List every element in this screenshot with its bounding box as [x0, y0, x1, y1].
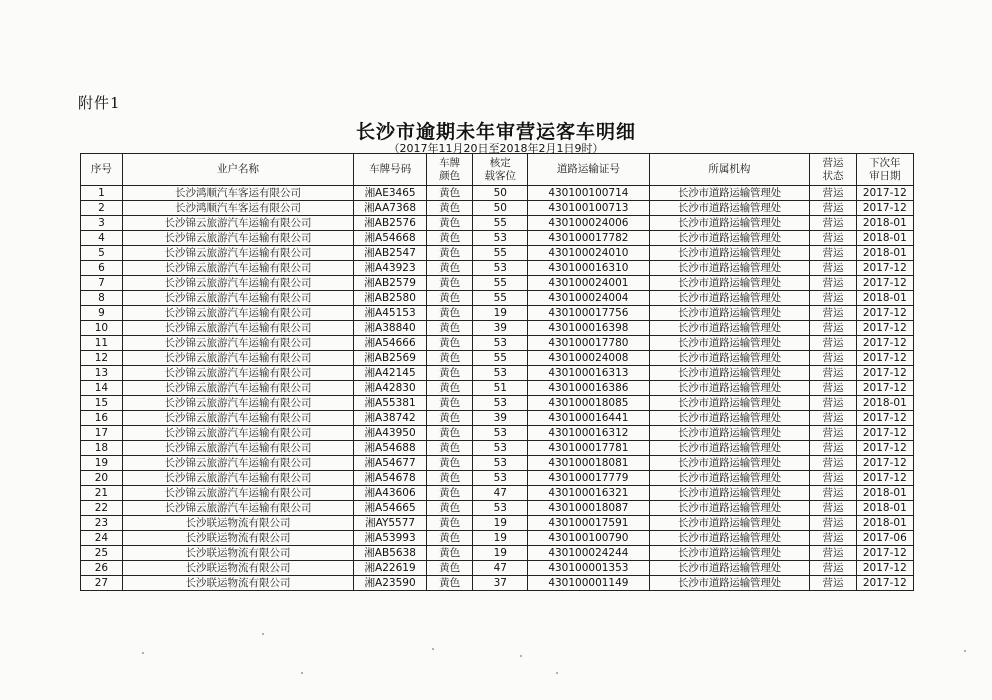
cell-plate-color: 黄色 — [426, 246, 472, 261]
cell-plate-color: 黄色 — [426, 231, 472, 246]
cell-org: 长沙市道路运输管理处 — [649, 501, 810, 516]
table-row — [81, 531, 914, 546]
cell-plate: 湘AB2580 — [354, 291, 427, 306]
cell-license: 430100016386 — [528, 381, 649, 396]
cell-seq: 11 — [81, 336, 123, 351]
cell-org: 长沙市道路运输管理处 — [649, 306, 810, 321]
cell-seq: 5 — [81, 246, 123, 261]
cell-plate-color: 黄色 — [426, 291, 472, 306]
cell-org: 长沙市道路运输管理处 — [649, 186, 810, 201]
cell-plate-color: 黄色 — [426, 336, 472, 351]
table-row — [81, 501, 914, 516]
cell-owner: 长沙锦云旅游汽车运输有限公司 — [122, 276, 353, 291]
cell-owner: 长沙鸿顺汽车客运有限公司 — [122, 201, 353, 216]
cell-plate: 湘A54678 — [354, 471, 427, 486]
cell-plate-color: 黄色 — [426, 261, 472, 276]
cell-plate-color: 黄色 — [426, 426, 472, 441]
col-header-org: 所属机构 — [649, 154, 810, 186]
cell-plate-color: 黄色 — [426, 561, 472, 576]
cell-plate: 湘AE3465 — [354, 186, 427, 201]
cell-owner: 长沙联运物流有限公司 — [122, 531, 353, 546]
cell-seq: 26 — [81, 561, 123, 576]
scan-speck — [432, 648, 434, 650]
cell-plate: 湘A38742 — [354, 411, 427, 426]
table-row — [81, 381, 914, 396]
cell-org: 长沙市道路运输管理处 — [649, 486, 810, 501]
date-range-subtitle: （2017年11月20日至2018年2月1日9时） — [388, 142, 604, 155]
cell-plate: 湘A55381 — [354, 396, 427, 411]
cell-org: 长沙市道路运输管理处 — [649, 336, 810, 351]
cell-status: 营运 — [810, 276, 856, 291]
table-row — [81, 261, 914, 276]
cell-seats: 37 — [473, 576, 528, 591]
cell-next-review: 2017-12 — [856, 186, 913, 201]
cell-seq: 13 — [81, 366, 123, 381]
cell-seq: 3 — [81, 216, 123, 231]
cell-next-review: 2017-12 — [856, 561, 913, 576]
cell-license: 430100016312 — [528, 426, 649, 441]
cell-seats: 53 — [473, 456, 528, 471]
cell-seats: 53 — [473, 441, 528, 456]
cell-status: 营运 — [810, 471, 856, 486]
cell-license: 430100017780 — [528, 336, 649, 351]
cell-plate: 湘AB2579 — [354, 276, 427, 291]
table-row — [81, 411, 914, 426]
cell-plate: 湘AB2569 — [354, 351, 427, 366]
cell-next-review: 2017-12 — [856, 351, 913, 366]
cell-org: 长沙市道路运输管理处 — [649, 246, 810, 261]
cell-license: 430100024008 — [528, 351, 649, 366]
cell-license: 430100018087 — [528, 501, 649, 516]
cell-plate: 湘AB2576 — [354, 216, 427, 231]
cell-next-review: 2017-12 — [856, 381, 913, 396]
cell-org: 长沙市道路运输管理处 — [649, 456, 810, 471]
cell-seq: 19 — [81, 456, 123, 471]
cell-plate: 湘A22619 — [354, 561, 427, 576]
cell-owner: 长沙锦云旅游汽车运输有限公司 — [122, 231, 353, 246]
cell-status: 营运 — [810, 501, 856, 516]
cell-seats: 53 — [473, 501, 528, 516]
col-header-seats: 核定 载客位 — [473, 154, 528, 186]
cell-next-review: 2018-01 — [856, 216, 913, 231]
cell-plate: 湘A45153 — [354, 306, 427, 321]
cell-status: 营运 — [810, 426, 856, 441]
cell-org: 长沙市道路运输管理处 — [649, 426, 810, 441]
table-row — [81, 291, 914, 306]
cell-seq: 8 — [81, 291, 123, 306]
cell-org: 长沙市道路运输管理处 — [649, 441, 810, 456]
table-row — [81, 456, 914, 471]
cell-status: 营运 — [810, 396, 856, 411]
cell-next-review: 2017-12 — [856, 456, 913, 471]
cell-license: 430100016313 — [528, 366, 649, 381]
cell-license: 430100018081 — [528, 456, 649, 471]
table-row — [81, 186, 914, 201]
cell-owner: 长沙锦云旅游汽车运输有限公司 — [122, 216, 353, 231]
cell-plate: 湘A43950 — [354, 426, 427, 441]
cell-status: 营运 — [810, 261, 856, 276]
cell-next-review: 2017-12 — [856, 321, 913, 336]
scan-speck — [142, 652, 144, 654]
col-header-status: 营运 状态 — [810, 154, 856, 186]
cell-org: 长沙市道路运输管理处 — [649, 546, 810, 561]
table-row — [81, 231, 914, 246]
cell-seq: 6 — [81, 261, 123, 276]
cell-seq: 9 — [81, 306, 123, 321]
cell-seq: 22 — [81, 501, 123, 516]
cell-org: 长沙市道路运输管理处 — [649, 201, 810, 216]
cell-license: 430100016321 — [528, 486, 649, 501]
col-header-seq: 序号 — [81, 154, 123, 186]
cell-seats: 53 — [473, 426, 528, 441]
cell-owner: 长沙鸿顺汽车客运有限公司 — [122, 186, 353, 201]
cell-org: 长沙市道路运输管理处 — [649, 366, 810, 381]
cell-status: 营运 — [810, 576, 856, 591]
cell-seats: 55 — [473, 216, 528, 231]
cell-seats: 53 — [473, 231, 528, 246]
cell-seq: 4 — [81, 231, 123, 246]
cell-status: 营运 — [810, 291, 856, 306]
table-row — [81, 441, 914, 456]
cell-plate-color: 黄色 — [426, 501, 472, 516]
cell-seats: 39 — [473, 321, 528, 336]
cell-plate: 湘A42830 — [354, 381, 427, 396]
col-header-owner: 业户名称 — [122, 154, 353, 186]
cell-seats: 19 — [473, 306, 528, 321]
cell-license: 430100017781 — [528, 441, 649, 456]
cell-org: 长沙市道路运输管理处 — [649, 471, 810, 486]
cell-org: 长沙市道路运输管理处 — [649, 411, 810, 426]
cell-seats: 55 — [473, 276, 528, 291]
cell-plate: 湘A43923 — [354, 261, 427, 276]
cell-owner: 长沙锦云旅游汽车运输有限公司 — [122, 441, 353, 456]
table-row — [81, 276, 914, 291]
cell-plate: 湘A54688 — [354, 441, 427, 456]
cell-license: 430100016310 — [528, 261, 649, 276]
cell-plate: 湘AY5577 — [354, 516, 427, 531]
cell-org: 长沙市道路运输管理处 — [649, 291, 810, 306]
cell-license: 430100100714 — [528, 186, 649, 201]
cell-status: 营运 — [810, 246, 856, 261]
cell-owner: 长沙联运物流有限公司 — [122, 546, 353, 561]
cell-plate-color: 黄色 — [426, 381, 472, 396]
cell-status: 营运 — [810, 486, 856, 501]
cell-next-review: 2018-01 — [856, 396, 913, 411]
cell-status: 营运 — [810, 186, 856, 201]
cell-owner: 长沙锦云旅游汽车运输有限公司 — [122, 396, 353, 411]
cell-plate-color: 黄色 — [426, 411, 472, 426]
cell-status: 营运 — [810, 201, 856, 216]
cell-seq: 7 — [81, 276, 123, 291]
cell-plate-color: 黄色 — [426, 216, 472, 231]
cell-license: 430100024010 — [528, 246, 649, 261]
table-row — [81, 336, 914, 351]
cell-owner: 长沙锦云旅游汽车运输有限公司 — [122, 501, 353, 516]
cell-status: 营运 — [810, 366, 856, 381]
cell-org: 长沙市道路运输管理处 — [649, 561, 810, 576]
col-header-plate: 车牌号码 — [354, 154, 427, 186]
cell-status: 营运 — [810, 411, 856, 426]
cell-next-review: 2017-12 — [856, 306, 913, 321]
cell-status: 营运 — [810, 321, 856, 336]
cell-plate: 湘A54677 — [354, 456, 427, 471]
table-row — [81, 306, 914, 321]
cell-next-review: 2018-01 — [856, 516, 913, 531]
table-row — [81, 216, 914, 231]
cell-plate-color: 黄色 — [426, 306, 472, 321]
cell-seats: 55 — [473, 351, 528, 366]
cell-owner: 长沙锦云旅游汽车运输有限公司 — [122, 261, 353, 276]
cell-seq: 15 — [81, 396, 123, 411]
cell-plate-color: 黄色 — [426, 396, 472, 411]
cell-next-review: 2017-12 — [856, 576, 913, 591]
cell-status: 营运 — [810, 456, 856, 471]
cell-plate-color: 黄色 — [426, 516, 472, 531]
cell-plate: 湘A23590 — [354, 576, 427, 591]
cell-org: 长沙市道路运输管理处 — [649, 381, 810, 396]
cell-org: 长沙市道路运输管理处 — [649, 531, 810, 546]
cell-plate-color: 黄色 — [426, 471, 472, 486]
cell-owner: 长沙锦云旅游汽车运输有限公司 — [122, 486, 353, 501]
cell-seq: 1 — [81, 186, 123, 201]
cell-plate-color: 黄色 — [426, 486, 472, 501]
cell-plate-color: 黄色 — [426, 201, 472, 216]
cell-seq: 18 — [81, 441, 123, 456]
cell-next-review: 2018-01 — [856, 231, 913, 246]
table-row — [81, 321, 914, 336]
cell-owner: 长沙联运物流有限公司 — [122, 516, 353, 531]
cell-next-review: 2017-12 — [856, 366, 913, 381]
cell-license: 430100016441 — [528, 411, 649, 426]
cell-next-review: 2018-01 — [856, 246, 913, 261]
col-header-next-review: 下次年 审日期 — [856, 154, 913, 186]
cell-seq: 20 — [81, 471, 123, 486]
cell-status: 营运 — [810, 306, 856, 321]
cell-license: 430100017756 — [528, 306, 649, 321]
cell-seq: 2 — [81, 201, 123, 216]
cell-seq: 17 — [81, 426, 123, 441]
cell-license: 430100017782 — [528, 231, 649, 246]
cell-next-review: 2017-12 — [856, 336, 913, 351]
cell-plate-color: 黄色 — [426, 321, 472, 336]
cell-seats: 53 — [473, 261, 528, 276]
cell-seats: 55 — [473, 291, 528, 306]
cell-license: 430100017779 — [528, 471, 649, 486]
cell-owner: 长沙锦云旅游汽车运输有限公司 — [122, 351, 353, 366]
cell-plate-color: 黄色 — [426, 351, 472, 366]
cell-seats: 53 — [473, 336, 528, 351]
cell-org: 长沙市道路运输管理处 — [649, 516, 810, 531]
scan-speck — [262, 633, 264, 635]
cell-plate: 湘A43606 — [354, 486, 427, 501]
cell-seats: 51 — [473, 381, 528, 396]
scan-speck — [556, 672, 558, 674]
cell-plate: 湘A54668 — [354, 231, 427, 246]
col-header-color: 车牌 颜色 — [426, 154, 472, 186]
cell-plate: 湘AB5638 — [354, 546, 427, 561]
cell-plate: 湘A42145 — [354, 366, 427, 381]
cell-seq: 10 — [81, 321, 123, 336]
cell-org: 长沙市道路运输管理处 — [649, 261, 810, 276]
cell-seats: 19 — [473, 516, 528, 531]
cell-next-review: 2017-12 — [856, 261, 913, 276]
cell-seats: 53 — [473, 471, 528, 486]
cell-owner: 长沙锦云旅游汽车运输有限公司 — [122, 381, 353, 396]
cell-org: 长沙市道路运输管理处 — [649, 321, 810, 336]
cell-next-review: 2017-12 — [856, 426, 913, 441]
page-title: 长沙市逾期未年审营运客车明细 — [355, 121, 636, 143]
cell-plate: 湘A53993 — [354, 531, 427, 546]
cell-license: 430100024004 — [528, 291, 649, 306]
cell-license: 430100016398 — [528, 321, 649, 336]
cell-next-review: 2017-12 — [856, 471, 913, 486]
table-row — [81, 246, 914, 261]
cell-owner: 长沙锦云旅游汽车运输有限公司 — [122, 306, 353, 321]
cell-seq: 23 — [81, 516, 123, 531]
cell-plate-color: 黄色 — [426, 531, 472, 546]
cell-next-review: 2018-01 — [856, 501, 913, 516]
cell-status: 营运 — [810, 381, 856, 396]
cell-org: 长沙市道路运输管理处 — [649, 216, 810, 231]
cell-seats: 50 — [473, 201, 528, 216]
cell-status: 营运 — [810, 546, 856, 561]
cell-license: 430100024244 — [528, 546, 649, 561]
cell-status: 营运 — [810, 441, 856, 456]
table-row — [81, 201, 914, 216]
cell-license: 430100100790 — [528, 531, 649, 546]
cell-seats: 39 — [473, 411, 528, 426]
cell-seats: 53 — [473, 396, 528, 411]
cell-org: 长沙市道路运输管理处 — [649, 351, 810, 366]
cell-owner: 长沙锦云旅游汽车运输有限公司 — [122, 336, 353, 351]
cell-plate: 湘AB2547 — [354, 246, 427, 261]
table-row — [81, 366, 914, 381]
col-header-license: 道路运输证号 — [528, 154, 649, 186]
cell-license: 430100018085 — [528, 396, 649, 411]
cell-status: 营运 — [810, 351, 856, 366]
table-row — [81, 576, 914, 591]
cell-plate-color: 黄色 — [426, 186, 472, 201]
cell-plate: 湘A54666 — [354, 336, 427, 351]
cell-license: 430100100713 — [528, 201, 649, 216]
attachment-label: 附件1 — [78, 94, 121, 112]
cell-org: 长沙市道路运输管理处 — [649, 396, 810, 411]
cell-status: 营运 — [810, 231, 856, 246]
cell-seq: 27 — [81, 576, 123, 591]
cell-plate-color: 黄色 — [426, 366, 472, 381]
table-row — [81, 486, 914, 501]
cell-owner: 长沙联运物流有限公司 — [122, 561, 353, 576]
table-row — [81, 351, 914, 366]
cell-next-review: 2017-12 — [856, 411, 913, 426]
cell-seq: 25 — [81, 546, 123, 561]
cell-seats: 47 — [473, 486, 528, 501]
scan-speck — [964, 650, 966, 652]
table-row — [81, 426, 914, 441]
cell-plate: 湘A38840 — [354, 321, 427, 336]
vehicle-detail-table — [80, 153, 914, 591]
cell-plate-color: 黄色 — [426, 546, 472, 561]
cell-owner: 长沙锦云旅游汽车运输有限公司 — [122, 471, 353, 486]
cell-seats: 19 — [473, 546, 528, 561]
cell-next-review: 2018-01 — [856, 486, 913, 501]
cell-seats: 47 — [473, 561, 528, 576]
table-row — [81, 471, 914, 486]
cell-next-review: 2017-06 — [856, 531, 913, 546]
table-row — [81, 516, 914, 531]
cell-owner: 长沙锦云旅游汽车运输有限公司 — [122, 426, 353, 441]
cell-owner: 长沙锦云旅游汽车运输有限公司 — [122, 456, 353, 471]
cell-owner: 长沙锦云旅游汽车运输有限公司 — [122, 291, 353, 306]
table-row — [81, 546, 914, 561]
cell-next-review: 2017-12 — [856, 546, 913, 561]
scan-speck — [520, 655, 522, 657]
cell-owner: 长沙锦云旅游汽车运输有限公司 — [122, 246, 353, 261]
cell-status: 营运 — [810, 216, 856, 231]
cell-plate-color: 黄色 — [426, 456, 472, 471]
cell-seats: 53 — [473, 366, 528, 381]
cell-plate: 湘A54665 — [354, 501, 427, 516]
cell-owner: 长沙锦云旅游汽车运输有限公司 — [122, 411, 353, 426]
cell-license: 430100001149 — [528, 576, 649, 591]
cell-license: 430100024001 — [528, 276, 649, 291]
cell-status: 营运 — [810, 531, 856, 546]
cell-next-review: 2018-01 — [856, 291, 913, 306]
cell-seats: 55 — [473, 246, 528, 261]
cell-org: 长沙市道路运输管理处 — [649, 231, 810, 246]
cell-next-review: 2017-12 — [856, 441, 913, 456]
cell-seats: 19 — [473, 531, 528, 546]
cell-seats: 50 — [473, 186, 528, 201]
cell-org: 长沙市道路运输管理处 — [649, 576, 810, 591]
cell-status: 营运 — [810, 561, 856, 576]
cell-next-review: 2017-12 — [856, 201, 913, 216]
cell-plate-color: 黄色 — [426, 576, 472, 591]
cell-seq: 12 — [81, 351, 123, 366]
cell-owner: 长沙锦云旅游汽车运输有限公司 — [122, 321, 353, 336]
cell-seq: 16 — [81, 411, 123, 426]
scan-speck — [301, 672, 303, 674]
cell-plate-color: 黄色 — [426, 441, 472, 456]
cell-status: 营运 — [810, 516, 856, 531]
table-row — [81, 396, 914, 411]
cell-owner: 长沙锦云旅游汽车运输有限公司 — [122, 366, 353, 381]
cell-license: 430100024006 — [528, 216, 649, 231]
cell-org: 长沙市道路运输管理处 — [649, 276, 810, 291]
cell-status: 营运 — [810, 336, 856, 351]
table-header-row — [81, 154, 914, 186]
table-row — [81, 561, 914, 576]
cell-owner: 长沙联运物流有限公司 — [122, 576, 353, 591]
cell-seq: 21 — [81, 486, 123, 501]
cell-next-review: 2017-12 — [856, 276, 913, 291]
cell-plate-color: 黄色 — [426, 276, 472, 291]
cell-license: 430100001353 — [528, 561, 649, 576]
cell-seq: 24 — [81, 531, 123, 546]
cell-seq: 14 — [81, 381, 123, 396]
cell-plate: 湘AA7368 — [354, 201, 427, 216]
cell-license: 430100017591 — [528, 516, 649, 531]
